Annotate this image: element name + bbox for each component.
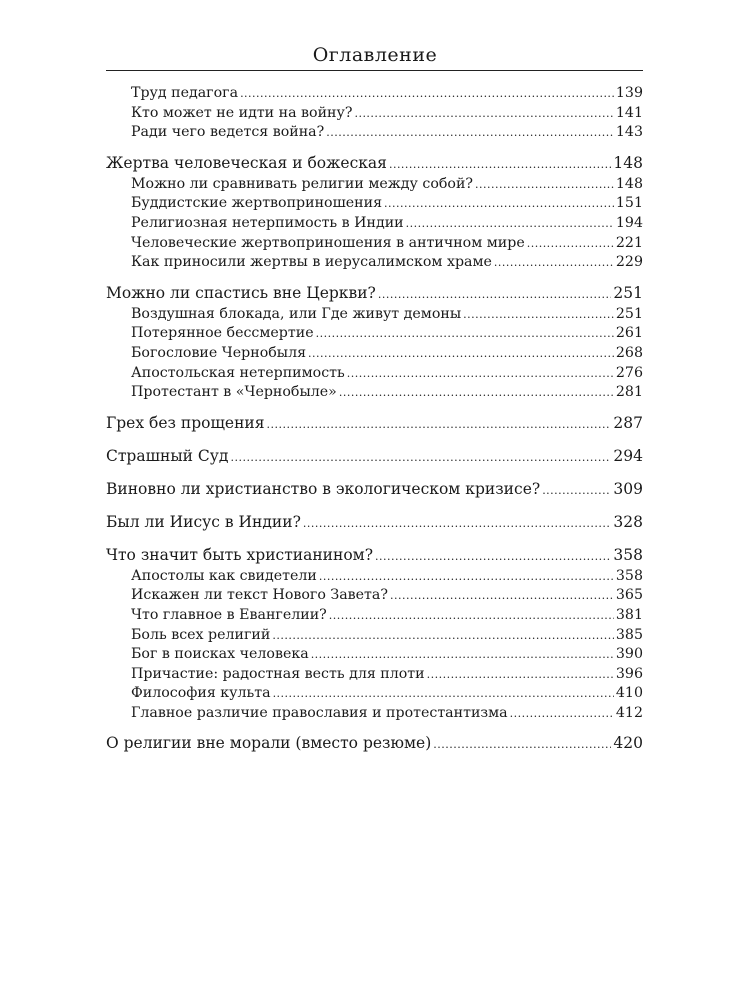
toc-section	[106, 215, 643, 235]
toc-section	[106, 646, 643, 666]
toc-entry-title: Потерянное бессмертие	[131, 325, 314, 342]
toc-entry-title: Философия культа	[131, 685, 271, 702]
toc-page-number: 365	[615, 587, 643, 604]
header-divider	[106, 70, 643, 71]
toc-page-number: 412	[615, 704, 643, 721]
dot-leader	[272, 627, 614, 643]
toc-page-number: 410	[615, 685, 643, 702]
toc-page-number: 287	[613, 413, 643, 432]
toc-chapter	[106, 447, 643, 469]
toc-page-number: 381	[615, 606, 643, 623]
toc-section	[106, 384, 643, 404]
dot-leader	[339, 384, 614, 400]
toc-chapter	[106, 513, 643, 535]
toc-page-number: 229	[615, 254, 643, 271]
toc-entry-title: Был ли Иисус в Индии?	[106, 512, 301, 531]
toc-section	[106, 124, 643, 144]
toc-section	[106, 587, 643, 607]
toc-entry-title: Главное различие православия и протестантизма	[131, 704, 508, 721]
toc-page-number: 268	[615, 344, 643, 361]
page-title: Оглавление	[312, 44, 438, 66]
dot-leader	[230, 447, 611, 465]
toc-page-number: 148	[613, 153, 643, 172]
toc-entry-title: Как приносили жертвы в иерусалимском храме	[131, 254, 492, 271]
toc-page-number: 251	[615, 305, 643, 322]
toc-page-number: 141	[615, 104, 643, 121]
toc-entry-title: Ради чего ведется война?	[131, 124, 325, 141]
toc-page-number: 309	[613, 479, 643, 498]
toc-entry-title: Виновно ли христианство в экологическом кризисе?	[106, 479, 541, 498]
dot-leader	[406, 215, 614, 231]
toc-page-number: 385	[615, 626, 643, 643]
toc-entry-title: Человеческие жертвоприношения в античном мире	[131, 234, 525, 251]
toc-page-number: 148	[615, 175, 643, 192]
toc-section	[106, 195, 643, 215]
toc-entry-title: Страшный Суд	[106, 446, 229, 465]
dot-leader	[308, 345, 614, 361]
toc-page-number: 143	[615, 124, 643, 141]
dot-leader	[303, 513, 612, 531]
toc-entry-title: Можно ли сравнивать религии между собой?	[131, 175, 474, 192]
toc-entry-title: Бог в поисках человека	[131, 646, 309, 663]
toc-entry-title: Можно ли спастись вне Церкви?	[106, 283, 376, 302]
toc-section	[106, 607, 643, 627]
toc-section	[106, 254, 643, 274]
dot-leader	[510, 705, 614, 721]
toc-page-number: 420	[613, 734, 643, 753]
toc-entry-title: О религии вне морали (вместо резюме)	[106, 734, 432, 753]
toc-entry-title: Богословие Чернобыля	[131, 344, 307, 361]
toc-section	[106, 666, 643, 686]
dot-leader	[375, 546, 611, 564]
dot-leader	[463, 306, 614, 322]
toc-entry-title: Протестант в «Чернобыле»	[131, 384, 337, 401]
dot-leader	[326, 124, 614, 140]
toc-entry-title: Труд педагога	[131, 85, 239, 101]
toc-chapter	[106, 480, 643, 502]
dot-leader	[427, 666, 614, 682]
toc-chapter	[106, 546, 643, 568]
toc-chapter	[106, 154, 643, 176]
toc-entry-title: Воздушная блокада, или Где живут демоны	[131, 305, 462, 322]
toc-page-number: 358	[615, 567, 643, 584]
dot-leader	[267, 414, 612, 432]
toc-section	[106, 176, 643, 196]
toc-section	[106, 685, 643, 705]
table-of-contents	[106, 85, 643, 756]
dot-leader	[311, 646, 614, 662]
toc-entry-title: Что значит быть христианином?	[106, 545, 374, 564]
toc-section	[106, 365, 643, 385]
toc-entry-title: Апостолы как свидетели	[131, 567, 317, 584]
toc-entry-title: Апостольская нетерпимость	[131, 364, 345, 381]
dot-leader	[527, 235, 614, 251]
toc-page-number: 281	[615, 384, 643, 401]
toc-section	[106, 306, 643, 326]
toc-section	[106, 568, 643, 588]
dot-leader	[378, 284, 612, 302]
toc-entry-title: Жертва человеческая и божеская	[106, 153, 387, 172]
toc-page-number: 151	[615, 195, 643, 212]
dot-leader	[494, 254, 614, 270]
toc-entry-title: Кто может не идти на войну?	[131, 104, 353, 121]
dot-leader	[240, 85, 614, 101]
toc-entry-title: Грех без прощения	[106, 413, 265, 432]
dot-leader	[389, 154, 611, 172]
toc-page-number: 251	[613, 283, 643, 302]
toc-page-number: 390	[615, 646, 643, 663]
toc-section	[106, 105, 643, 125]
toc-page-number: 294	[613, 446, 643, 465]
toc-entry-title: Причастие: радостная весть для плоти	[131, 665, 425, 682]
toc-section	[106, 235, 643, 255]
toc-entry-title: Искажен ли текст Нового Завета?	[131, 587, 388, 604]
toc-page-number: 221	[615, 234, 643, 251]
dot-leader	[319, 568, 614, 584]
toc-chapter	[106, 284, 643, 306]
toc-page-number: 261	[615, 325, 643, 342]
dot-leader	[347, 365, 614, 381]
toc-chapter	[106, 414, 643, 436]
toc-entry-title: Религиозная нетерпимость в Индии	[131, 214, 404, 231]
toc-page-number: 358	[613, 545, 643, 564]
toc-chapter	[106, 734, 643, 756]
toc-section	[106, 627, 643, 647]
dot-leader	[354, 105, 613, 121]
toc-page-number: 328	[613, 512, 643, 531]
dot-leader	[433, 734, 611, 752]
dot-leader	[316, 325, 614, 341]
toc-section	[106, 325, 643, 345]
toc-entry-title: Что главное в Евангелии?	[131, 606, 327, 623]
toc-page-number: 276	[615, 364, 643, 381]
toc-section	[106, 345, 643, 365]
toc-page-number: 194	[615, 214, 643, 231]
toc-section	[106, 85, 643, 105]
dot-leader	[542, 480, 611, 498]
dot-leader	[390, 587, 614, 603]
toc-entry-title: Боль всех религий	[131, 626, 271, 643]
toc-entry-title: Буддистские жертвоприношения	[131, 195, 383, 212]
dot-leader	[273, 685, 614, 701]
dot-leader	[475, 176, 614, 192]
toc-section	[106, 705, 643, 725]
dot-leader	[384, 195, 614, 211]
dot-leader	[329, 607, 614, 623]
toc-page-number: 396	[615, 665, 643, 682]
toc-page-number: 139	[615, 85, 643, 101]
